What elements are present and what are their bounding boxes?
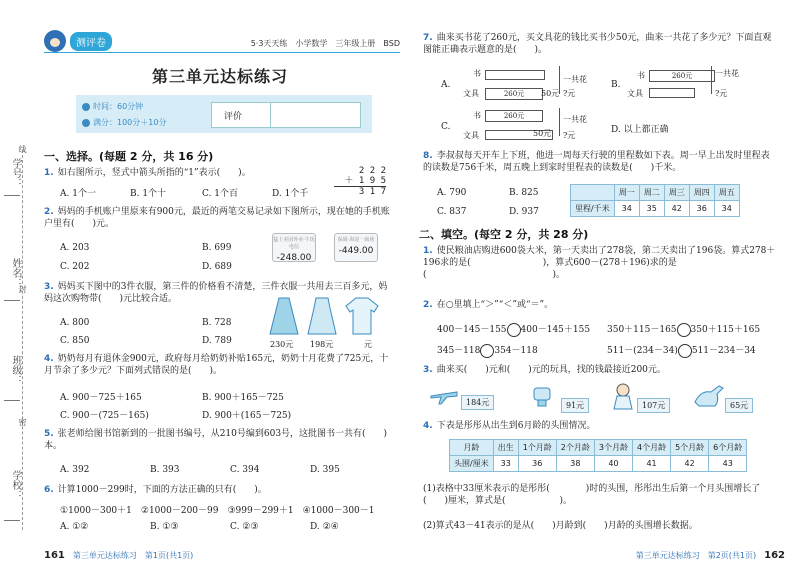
toy-price-1-label: 184元 [461, 395, 494, 410]
toy-price-2 [561, 398, 589, 413]
f4-stem [423, 420, 778, 432]
table-cell: 周一 [614, 185, 639, 201]
q2-option-c: C. 202 [60, 262, 90, 272]
diagram-b-book: 书 [637, 71, 645, 80]
robot-toy-icon [529, 384, 555, 408]
q5-option-c: C. 394 [230, 465, 260, 475]
f4-number: 4. [423, 421, 433, 431]
info-box [76, 95, 372, 133]
table-cell: 2个月龄 [556, 440, 594, 456]
q7-number: 7. [423, 33, 433, 43]
table-header-row [571, 185, 740, 201]
q5-text: 张老师给图书馆新到的一批图书编号，从210号编到603号，这批图书一共有( )本。 [44, 429, 388, 451]
feng-mark: 封 [18, 285, 27, 293]
q8-option-d: D. 937 [509, 207, 539, 217]
table-cell: 36 [518, 456, 556, 472]
q5-number: 5. [44, 429, 54, 439]
f3-text: 曲来买( )元和( )元的玩具，找的钱最接近200元。 [436, 365, 666, 375]
table-cell: 41 [632, 456, 670, 472]
table-row [450, 456, 747, 472]
f1-stem [423, 245, 778, 281]
student-id-blank [4, 195, 20, 196]
q1-option-b: B. 1个十 [130, 189, 167, 199]
q1-option-d: D. 1个千 [272, 189, 309, 199]
price-2: 198元 [310, 340, 334, 349]
q3-option-b: B. 728 [202, 318, 232, 328]
xian-mark: 线 [18, 145, 27, 153]
table-cell: 5个月龄 [671, 440, 709, 456]
diagram-b-question: ?元 [715, 89, 728, 98]
diagram-b-stationery: 文具 [627, 89, 643, 98]
q6-stem [44, 484, 394, 496]
f2-number: 2. [423, 300, 433, 310]
transaction-card-1 [272, 233, 316, 262]
q1-sum: 3 1 7 [358, 187, 386, 197]
table-cell: 34 [714, 201, 739, 217]
table-cell: 周二 [639, 185, 664, 201]
compare-1-right: 400－145＋155 [520, 325, 591, 335]
q3-text: 妈妈买下图中的3件衣服，第三件的价格看不清楚，三件衣服一共用去三百多元，妈妈这次购物带( )元比较合适。 [44, 282, 388, 304]
dinosaur-toy-icon [693, 382, 725, 408]
class-blank [4, 400, 20, 401]
q7-diagram-c [463, 110, 613, 146]
q7-diagram-b [627, 68, 777, 104]
f2-stem [423, 299, 778, 311]
q4-option-b: B. 900＋165－725 [202, 393, 284, 403]
head-circumference-table [449, 439, 747, 472]
table-cell: 42 [671, 456, 709, 472]
toy-price-3-label: 107元 [637, 398, 670, 413]
mascot-icon [44, 30, 66, 52]
q5-option-b: B. 393 [150, 465, 180, 475]
compare-3-right: 354－118 [494, 346, 538, 356]
left-page [30, 0, 410, 573]
compare-4-left: 511－(234－34) [607, 346, 678, 356]
left-footer [44, 550, 193, 561]
diagram-a-question: ?元 [563, 89, 576, 98]
q1-text: 如右图所示，竖式中箭头所指的“1”表示( )。 [57, 168, 251, 178]
compare-1 [437, 322, 590, 337]
table-cell: 34 [614, 201, 639, 217]
q7-stem [423, 32, 778, 56]
diagram-c-book: 书 [473, 111, 481, 120]
q5-option-a: A. 392 [60, 465, 90, 475]
compare-1-left: 400－145－155 [437, 325, 507, 335]
f1-number: 1. [423, 246, 433, 256]
f1-text: 使民粮油店购进600袋大米，第一天卖出了278袋，第二天卖出了196袋。算式278＋196求的是( )，算式600－(278＋196)求的是( )。 [423, 246, 776, 280]
toy-price-3 [637, 398, 670, 413]
q8-number: 8. [423, 151, 433, 161]
q6-number: 6. [44, 485, 54, 495]
table-cell: 36 [689, 201, 714, 217]
q1-vertical-sum [334, 166, 386, 197]
compare-2-circle[interactable] [677, 323, 691, 337]
section-1-heading: 一、选择。(每题 2 分，共 16 分) [44, 150, 214, 163]
table-cell: 4个月龄 [632, 440, 670, 456]
diagram-a-260: 260元 [485, 88, 543, 100]
table-cell: 6个月龄 [709, 440, 747, 456]
right-footer-text: 第三单元达标练习 第2页(共1页) [635, 551, 757, 560]
q7-option-a-label: A. [441, 80, 451, 90]
diagram-c-50: 50元 [533, 129, 552, 138]
q6-methods: ①1000－300＋1 ②1000－200－99 ③999－299＋1 ④1000－300－1 [60, 506, 375, 516]
diagram-a-book: 书 [473, 69, 481, 78]
compare-3-left: 345－118 [437, 346, 481, 356]
q6-option-c: C. ②③ [230, 522, 259, 532]
q4-text: 奶奶每月有退休金900元，政府每月给奶奶补贴165元，奶奶十月花费了725元，十月节余了多少元？下面列式错误的是( )。 [44, 354, 389, 376]
q2-stem [44, 206, 394, 230]
table-cell: 周五 [714, 185, 739, 201]
f4-sub1: (1)表格中33厘米表示的是彤彤( )时的头围，彤彤出生后第一个月头围增长了( )厘米，算式是( )。 [423, 484, 761, 506]
f4-text: 下表是彤彤从出生到6月龄的头围情况。 [436, 421, 596, 431]
f3-number: 3. [423, 365, 433, 375]
transaction-2-amount: -449.00 [338, 246, 374, 256]
q3-number: 3. [44, 282, 54, 292]
diagram-a-50: 50元 [541, 89, 560, 98]
transaction-1-amount: -248.00 [276, 253, 312, 263]
table-cell: 38 [556, 456, 594, 472]
q4-option-a: A. 900－725＋165 [60, 393, 142, 403]
binding-strip [0, 0, 30, 573]
table-cell [571, 185, 615, 201]
plane-toy-icon [429, 384, 459, 406]
q6-option-a: A. ①② [60, 522, 89, 532]
q2-option-b: B. 699 [202, 243, 232, 253]
q2-option-a: A. 203 [60, 243, 90, 253]
q1-number: 1. [44, 168, 54, 178]
price-3: 元 [364, 340, 372, 349]
table-cell: 33 [493, 456, 518, 472]
q8-option-b: B. 825 [509, 188, 539, 198]
right-footer [636, 550, 785, 561]
q3-option-a: A. 800 [60, 318, 90, 328]
q5-option-d: D. 395 [310, 465, 340, 475]
q3-option-d: D. 789 [202, 336, 232, 346]
q6-option-b: B. ①③ [150, 522, 179, 532]
page-title: 第三单元达标练习 [151, 67, 288, 86]
diagram-b-260: 260元 [649, 70, 715, 82]
compare-3-circle[interactable] [480, 344, 494, 358]
mileage-table [570, 184, 740, 217]
toy-price-1 [461, 395, 494, 410]
name-label: 姓名： [10, 258, 21, 288]
clock-icon [82, 103, 90, 111]
q7-diagram-a [463, 68, 613, 104]
badge-label: 测评卷 [70, 32, 112, 51]
diagram-c-question: ?元 [563, 131, 576, 140]
q3-option-c: C. 850 [60, 336, 90, 346]
q2-text: 妈妈的手机账户里原来有900元，最近的两笔交易记录如下图所示，现在她的手机账户里有( )元。 [44, 207, 390, 229]
eval-box [211, 102, 361, 128]
q1-addend-2: ＋ 1 9 5 [334, 176, 386, 187]
compare-2-right: 350＋115＋165 [690, 325, 761, 335]
table-row [571, 201, 740, 217]
transaction-card-2 [334, 233, 378, 262]
q8-stem [423, 150, 778, 174]
q2-number: 2. [44, 207, 54, 217]
toy-price-4 [725, 398, 753, 413]
time-line [82, 101, 143, 112]
compare-2 [607, 322, 760, 337]
compare-2-left: 350＋115－165 [607, 325, 677, 335]
header-rule [44, 52, 400, 53]
toy-price-4-label: 65元 [725, 398, 753, 413]
eval-label: 评价 [212, 103, 271, 127]
table-cell: 周四 [689, 185, 714, 201]
right-page-number: 162 [764, 550, 785, 561]
compare-4-right: 511－234－34 [691, 346, 756, 356]
table-cell: 3个月龄 [594, 440, 632, 456]
star-icon [82, 119, 90, 127]
q1-option-a: A. 1个一 [60, 189, 96, 199]
score-line [82, 117, 166, 128]
q7-option-c-label: C. [441, 122, 451, 132]
toy-price-2-label: 91元 [561, 398, 589, 413]
q4-number: 4. [44, 354, 54, 364]
diagram-c-260: 260元 [485, 110, 543, 122]
series-label: 5·3天天练 小学数学 三年级上册 BSD [250, 39, 400, 48]
q1-option-c: C. 1个百 [202, 189, 239, 199]
q8-option-a: A. 790 [437, 188, 467, 198]
skirt-icon [306, 296, 338, 336]
table-cell: 35 [639, 201, 664, 217]
compare-1-circle[interactable] [507, 323, 521, 337]
table-header-row [450, 440, 747, 456]
q3-stem [44, 281, 394, 305]
mi-mark: 密 [18, 418, 27, 426]
compare-3 [437, 343, 538, 358]
q6-text: 计算1000－299时，下面的方法正确的只有( )。 [57, 485, 267, 495]
coat-icon [344, 296, 380, 336]
diagram-b-total: 一共花 [715, 69, 739, 78]
q1-stem [44, 167, 314, 179]
q4-option-d: D. 900＋(165－725) [202, 411, 292, 421]
q7-option-d: D. 以上都正确 [611, 125, 669, 135]
table-cell: 43 [709, 456, 747, 472]
transaction-2-caption: 保姆·海淀一商场 [337, 237, 375, 243]
q7-option-b-label: B. [611, 80, 621, 90]
table-cell: 月龄 [450, 440, 494, 456]
section-2-heading: 二、填空。(每空 2 分，共 28 分) [419, 228, 589, 241]
q6-option-d: D. ②④ [310, 522, 339, 532]
table-cell: 周三 [664, 185, 689, 201]
transaction-1-caption: 猛士美团外卖·午饭电信 [273, 237, 315, 250]
left-footer-text: 第三单元达标练习 第1页(共1页) [72, 551, 194, 560]
q8-text: 李叔叔每天开车上下班，他进一周每天行驶的里程数如下表。周一早上出发时里程表的读数是756千米，周五晚上到家时里程表的读数是( )千米。 [423, 151, 770, 173]
time-text: 时间：60分钟 [93, 102, 144, 111]
header-badge [44, 30, 112, 52]
table-cell: 出生 [493, 440, 518, 456]
table-cell: 42 [664, 201, 689, 217]
q4-stem [44, 353, 394, 377]
f2-text: 在○里填上“＞”“＜”或“＝”。 [436, 300, 554, 310]
school-blank [4, 520, 20, 521]
name-blank [4, 300, 20, 301]
right-page [415, 0, 795, 573]
table-cell: 头围/厘米 [450, 456, 494, 472]
diagram-a-stationery: 文具 [463, 89, 479, 98]
q5-stem [44, 428, 394, 452]
f3-stem [423, 364, 778, 376]
q2-option-d: D. 689 [202, 262, 232, 272]
compare-4-circle[interactable] [678, 344, 692, 358]
price-1: 230元 [270, 340, 294, 349]
dress-icon [268, 296, 300, 336]
q7-text: 曲来买书花了260元，买文具花的钱比买书少50元，曲来一共花了多少元？下面直观图能正确表示题意的是( )。 [423, 33, 772, 55]
left-page-number: 161 [44, 550, 65, 561]
table-cell: 40 [594, 456, 632, 472]
school-label: 学校： [10, 470, 21, 500]
f4-sub2: (2)算式43－41表示的是从( )月龄到( )月龄的头围增长数据。 [423, 521, 698, 531]
q4-option-c: C. 900－(725－165) [60, 411, 149, 421]
class-label: 班级： [10, 355, 21, 385]
compare-4 [607, 343, 756, 358]
doll-toy-icon [611, 382, 635, 410]
score-text: 满分：100分＋10分 [93, 118, 167, 127]
q1-addend-1: 2 2 2 [358, 166, 386, 176]
diagram-c-stationery: 文具 [463, 131, 479, 140]
table-cell: 里程/千米 [571, 201, 615, 217]
q8-option-c: C. 837 [437, 207, 467, 217]
student-id-label: 学号： [10, 158, 21, 188]
diagram-c-total: 一共花 [563, 115, 587, 124]
table-cell: 1个月龄 [518, 440, 556, 456]
diagram-a-total: 一共花 [563, 75, 587, 84]
